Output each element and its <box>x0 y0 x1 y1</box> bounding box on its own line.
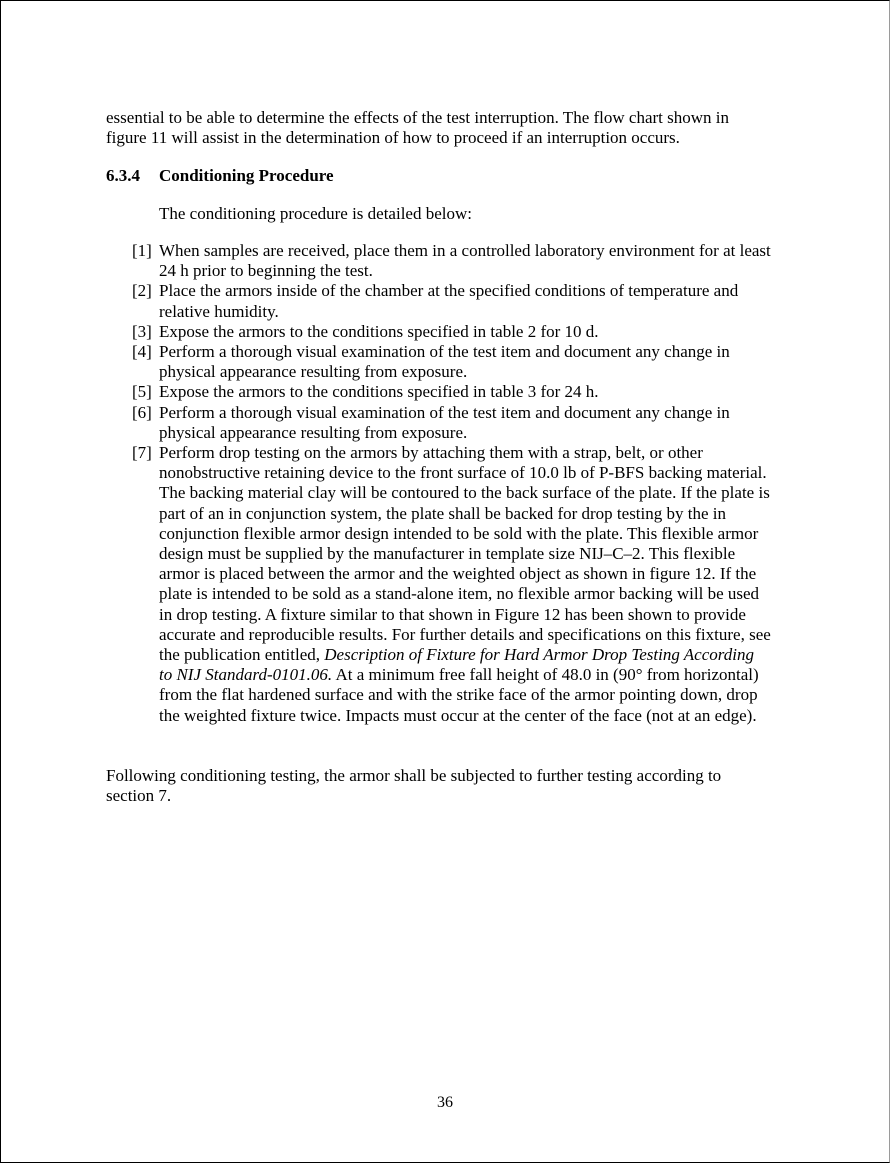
step-text-line: in drop testing. A fixture similar to that shown in Figure 12 has been shown to provide <box>159 604 746 624</box>
procedure-step <box>132 382 812 402</box>
closing-line: Following conditioning testing, the armor shall be subjected to further testing according to <box>106 766 722 785</box>
publication-suffix: At a minimum free fall height of 48.0 in (90° from horizontal) <box>332 665 759 685</box>
step-text-line: Perform a thorough visual examination of the test item and document any change in <box>159 342 730 362</box>
step-text-line: The backing material clay will be contoured to the back surface of the plate. If the plate is <box>159 483 770 503</box>
publication-title: to NIJ Standard-0101.06. <box>159 665 333 685</box>
intro-line: essential to be able to determine the effects of the test interruption. The flow chart shown in <box>106 108 729 127</box>
step-label: [4] <box>132 342 152 362</box>
section-title: Conditioning Procedure <box>159 166 334 185</box>
step-text-line: nonobstructive retaining device to the front surface of 10.0 lb of P-BFS backing material. <box>159 463 767 483</box>
closing-line: section 7. <box>106 786 172 806</box>
step-text-line: Expose the armors to the conditions specified in table 3 for 24 h. <box>159 382 599 402</box>
step-text-line: the weighted fixture twice. Impacts must occur at the center of the face (not at an edge). <box>159 705 757 725</box>
publication-prefix: the publication entitled, <box>159 645 325 665</box>
intro-line: figure 11 will assist in the determination of how to proceed if an interruption occurs. <box>106 128 680 148</box>
closing-paragraph <box>106 766 806 806</box>
step-text-line: accurate and reproducible results. For further details and specifications on this fixture, see <box>159 624 771 644</box>
procedure-step <box>132 443 812 726</box>
step-text-line: from the flat hardened surface and with the strike face of the armor pointing down, drop <box>159 685 758 705</box>
publication-title: Description of Fixture for Hard Armor Drop Testing According <box>324 645 754 665</box>
step-label: [1] <box>132 241 152 260</box>
step-text-line: Expose the armors to the conditions specified in table 2 for 10 d. <box>159 321 599 341</box>
step-text-line <box>159 665 812 685</box>
lead-sentence: The conditioning procedure is detailed below: <box>159 204 472 223</box>
procedure-step <box>132 403 812 443</box>
step-label: [5] <box>132 382 152 402</box>
step-label: [7] <box>132 443 152 463</box>
procedure-step <box>132 342 812 382</box>
step-text-line: 24 h prior to beginning the test. <box>159 261 373 281</box>
procedure-steps <box>132 241 812 726</box>
step-text-line: armor is placed between the armor and the weighted object as shown in figure 12. If the <box>159 564 757 584</box>
step-label: [6] <box>132 402 152 422</box>
step-text-line: Perform drop testing on the armors by attaching them with a strap, belt, or other <box>159 443 703 463</box>
procedure-step <box>132 241 812 281</box>
section-heading <box>106 166 334 186</box>
procedure-step <box>132 322 812 342</box>
step-text-line: physical appearance resulting from exposure. <box>159 362 468 382</box>
step-text-line: Place the armors inside of the chamber at the specified conditions of temperature and <box>159 281 739 301</box>
step-text-line: When samples are received, place them in a controlled laboratory environment for at least <box>159 241 771 260</box>
step-text-line: relative humidity. <box>159 301 279 321</box>
step-text-line: conjunction flexible armor design intended to be sold with the plate. This flexible armor <box>159 523 759 543</box>
step-text-line: Perform a thorough visual examination of the test item and document any change in <box>159 402 730 422</box>
step-label: [3] <box>132 321 152 341</box>
step-text-line: plate is intended to be sold as a stand-alone item, no flexible armor backing will be used <box>159 584 760 604</box>
section-number: 6.3.4 <box>106 166 140 185</box>
procedure-step <box>132 281 812 321</box>
step-text-line <box>159 645 812 665</box>
page-number: 36 <box>437 1094 453 1111</box>
intro-paragraph <box>106 108 806 148</box>
step-text-line: part of an in conjunction system, the plate shall be backed for drop testing by the in <box>159 503 726 523</box>
step-text-line: physical appearance resulting from exposure. <box>159 422 468 442</box>
step-text-line: design must be supplied by the manufacturer in template size NIJ–C–2. This flexible <box>159 544 736 564</box>
step-label: [2] <box>132 281 152 301</box>
